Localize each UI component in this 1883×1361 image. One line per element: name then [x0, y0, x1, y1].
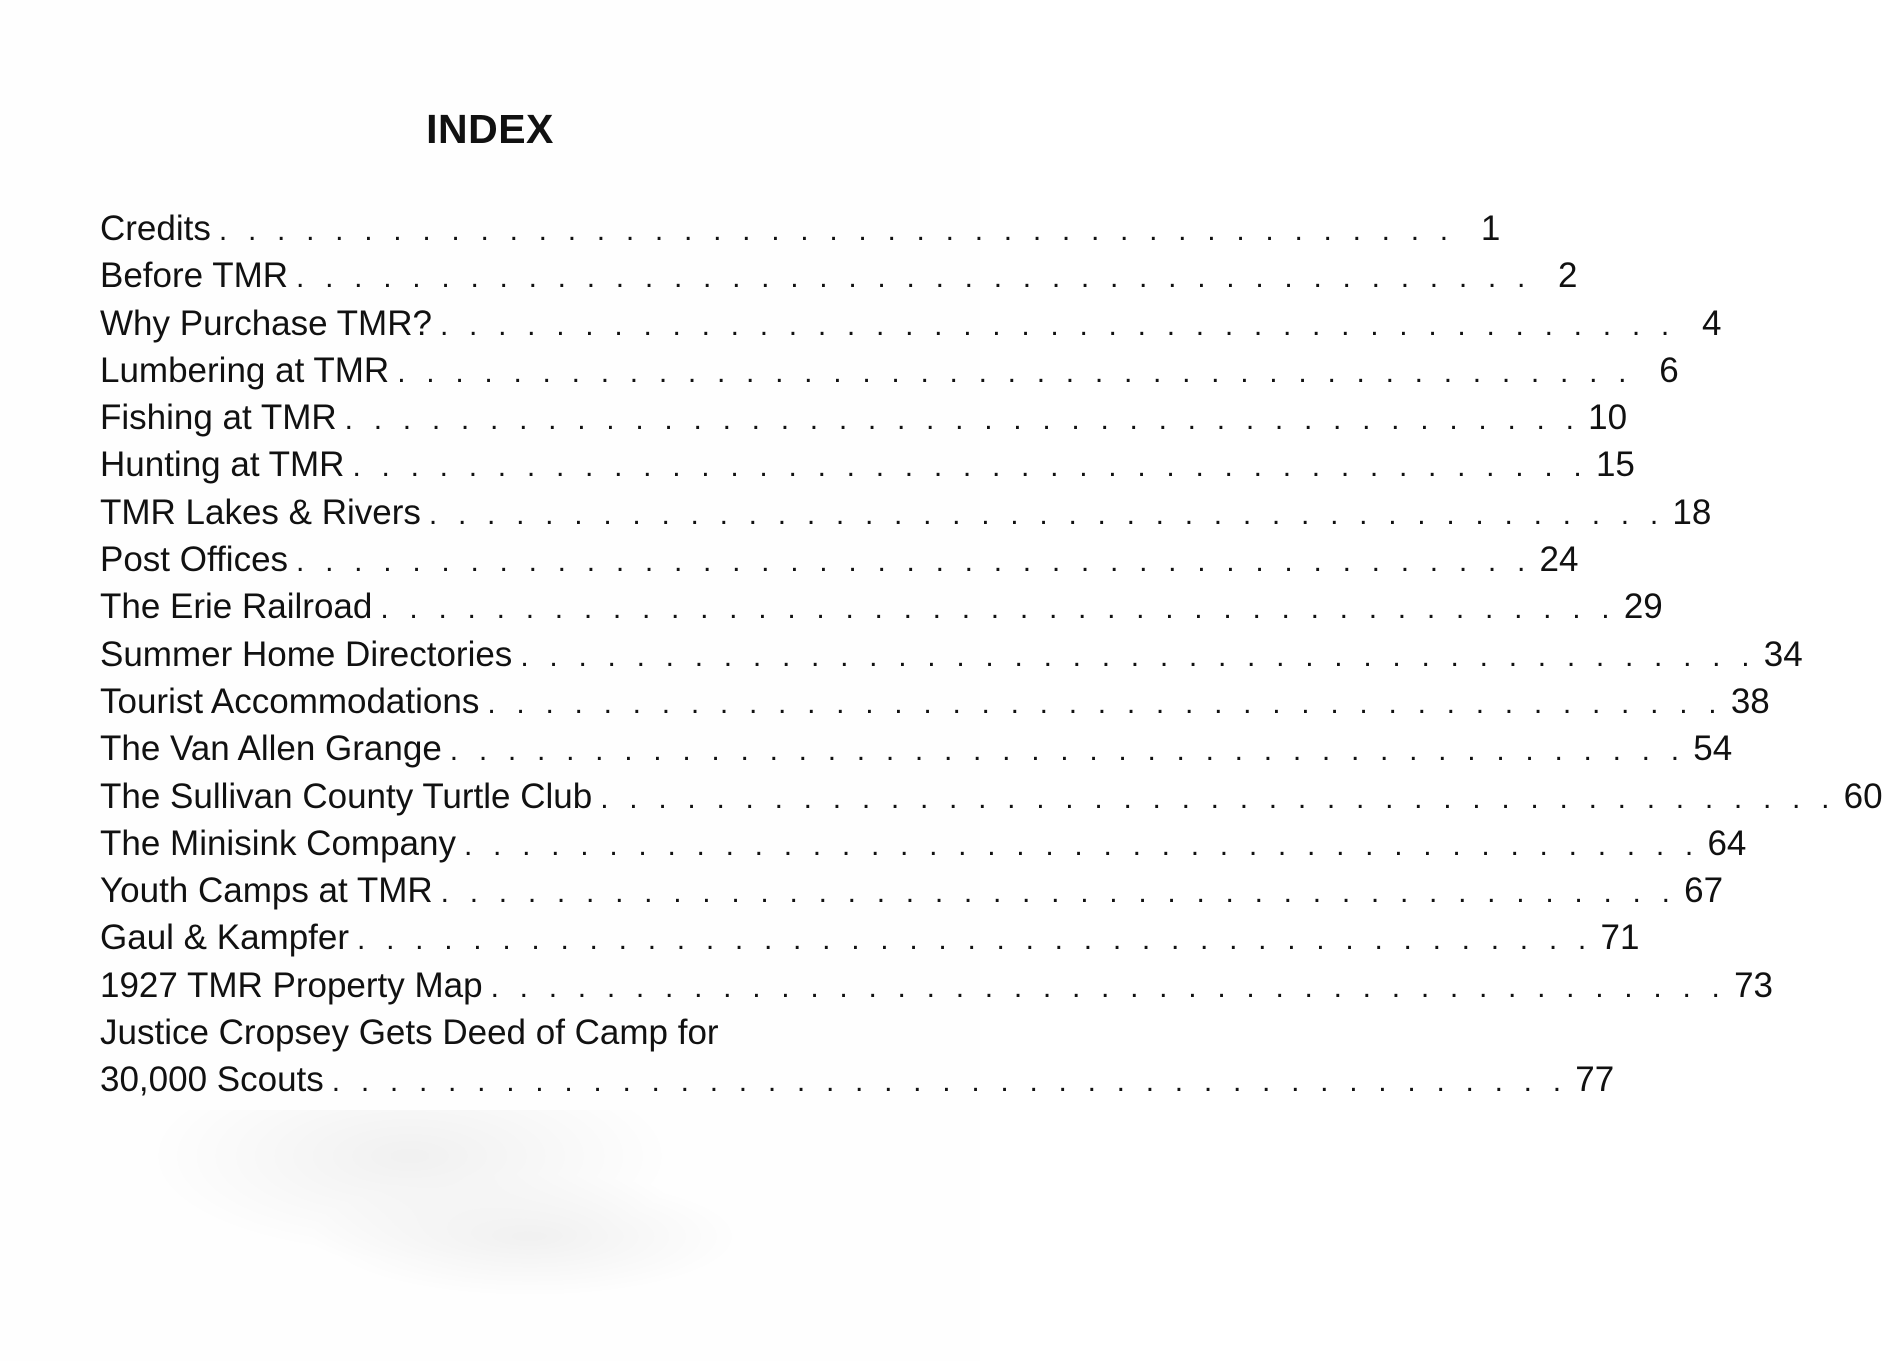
- dot-leader: . . . . . . . . . . . . . . . . . . . . . . . . . . . . . . . . . . . . . . . . . . .: [440, 876, 1677, 910]
- index-entry: [100, 725, 1733, 772]
- index-entry: [100, 347, 1679, 394]
- entry-label: Post Offices: [100, 540, 289, 580]
- entry-label: The Erie Railroad: [100, 587, 373, 627]
- entry-page-number: 6: [1659, 350, 1679, 390]
- entry-page-number: 10: [1588, 398, 1628, 438]
- entry-label: The Van Allen Grange: [100, 729, 442, 769]
- dot-leader: . . . . . . . . . . . . . . . . . . . . . . . . . . . . . . . . . . . . . . . . . . .: [463, 828, 1700, 862]
- dot-leader: . . . . . . . . . . . . . . . . . . . . . . . . . . . . . . . . . . . . . . . . . . .: [428, 497, 1665, 531]
- dot-leader: . . . . . . . . . . . . . . . . . . . . . . . . . . . . . . . . . . . . . . . . . . .: [331, 1065, 1568, 1099]
- entry-page-number: 77: [1575, 1060, 1615, 1100]
- dot-leader: . . . . . . . . . . . . . . . . . . . . . . . . . . . . . . . . . . . . . . . . . . .: [218, 214, 1455, 247]
- entry-label: Credits: [100, 209, 211, 248]
- entry-page-number: 73: [1734, 965, 1773, 1005]
- index-entry: [100, 489, 1712, 536]
- dot-leader: . . . . . . . . . . . . . . . . . . . . . . . . . . . . . . . . . . . . . . . . . . .: [487, 686, 1723, 720]
- index-entry-first-line: [100, 1009, 862, 1056]
- entry-page-number: 15: [1595, 445, 1635, 485]
- index-entry: [100, 536, 1579, 583]
- entry-page-number: 64: [1707, 823, 1747, 863]
- entry-label: Fishing at TMR: [100, 398, 337, 438]
- entry-page-number: 18: [1672, 492, 1712, 532]
- dot-leader: . . . . . . . . . . . . . . . . . . . . . . . . . . . . . . . . . . . . . . . . . . .: [600, 781, 1836, 815]
- index-entry: [100, 252, 1578, 299]
- dot-leader: . . . . . . . . . . . . . . . . . . . . . . . . . . . . . . . . . . . . . . . . . . .: [397, 355, 1633, 389]
- entry-label: Youth Camps at TMR: [100, 871, 433, 911]
- dot-leader: . . . . . . . . . . . . . . . . . . . . . . . . . . . . . . . . . . . . . . . . . . .: [344, 403, 1581, 437]
- dot-leader: . . . . . . . . . . . . . . . . . . . . . . . . . . . . . . . . . . . . . . . . . . .: [449, 734, 1686, 768]
- entry-page-number: 60: [1843, 776, 1883, 816]
- entry-label: Justice Cropsey Gets Deed of Camp for: [100, 1013, 719, 1053]
- index-entry: [100, 1056, 1615, 1103]
- index-entry: [100, 773, 1883, 820]
- entry-label: TMR Lakes & Rivers: [100, 492, 421, 532]
- dot-leader: . . . . . . . . . . . . . . . . . . . . . . . . . . . . . . . . . . . . . . . . . . .: [520, 639, 1756, 673]
- dot-leader: . . . . . . . . . . . . . . . . . . . . . . . . . . . . . . . . . . . . . . . . . . .: [490, 970, 1727, 1004]
- entry-label: Why Purchase TMR?: [100, 303, 432, 343]
- entry-label: Hunting at TMR: [100, 445, 345, 485]
- entry-page-number: 71: [1600, 918, 1640, 958]
- index-entry: [100, 583, 1663, 630]
- entry-page-number: 34: [1763, 634, 1803, 674]
- entry-label: Before TMR: [100, 256, 289, 296]
- entry-page-number: 67: [1684, 871, 1724, 911]
- entry-page-number: 54: [1693, 729, 1733, 769]
- entry-label: Summer Home Directories: [100, 634, 513, 674]
- index-entry: [100, 820, 1747, 867]
- index-list: [100, 205, 1883, 1104]
- index-entry: [100, 631, 1803, 678]
- entry-page-number: 24: [1539, 540, 1579, 580]
- entry-page-number: 2: [1558, 256, 1578, 296]
- bleed-through-shadow: [90, 1110, 890, 1340]
- entry-label: Lumbering at TMR: [100, 350, 390, 390]
- index-entry: [100, 678, 1770, 725]
- entry-label: The Sullivan County Turtle Club: [100, 776, 593, 816]
- entry-label: The Minisink Company: [100, 823, 456, 863]
- page-title: INDEX: [426, 106, 554, 152]
- entry-label: Tourist Accommodations: [100, 681, 480, 721]
- entry-page-number: 4: [1701, 303, 1722, 343]
- entry-page-number: 29: [1623, 587, 1663, 627]
- dot-leader: . . . . . . . . . . . . . . . . . . . . . . . . . . . . . . . . . . . . . . . . . . .: [296, 545, 1532, 579]
- dot-leader: . . . . . . . . . . . . . . . . . . . . . . . . . . . . . . . . . . . . . . . . . . .: [357, 923, 1593, 957]
- index-entry: [100, 300, 1722, 347]
- entry-label: 30,000 Scouts: [100, 1060, 324, 1100]
- entry-label: Gaul & Kampfer: [100, 918, 349, 958]
- entry-label: 1927 TMR Property Map: [100, 965, 483, 1005]
- dot-leader: . . . . . . . . . . . . . . . . . . . . . . . . . . . . . . . . . . . . . . . . . . .: [352, 450, 1588, 484]
- entry-page-number: 1: [1480, 209, 1501, 248]
- index-entry: [100, 962, 1773, 1009]
- dot-leader: . . . . . . . . . . . . . . . . . . . . . . . . . . . . . . . . . . . . . . . . . . .: [439, 308, 1676, 342]
- index-entry: [100, 867, 1724, 914]
- entry-page-number: 38: [1730, 681, 1770, 721]
- index-entry: [100, 441, 1635, 488]
- index-entry: [100, 394, 1628, 441]
- index-entry: [100, 914, 1640, 961]
- dot-leader: . . . . . . . . . . . . . . . . . . . . . . . . . . . . . . . . . . . . . . . . . . .: [380, 592, 1616, 626]
- dot-leader: . . . . . . . . . . . . . . . . . . . . . . . . . . . . . . . . . . . . . . . . . . .: [296, 261, 1532, 295]
- index-entry: [100, 205, 1501, 252]
